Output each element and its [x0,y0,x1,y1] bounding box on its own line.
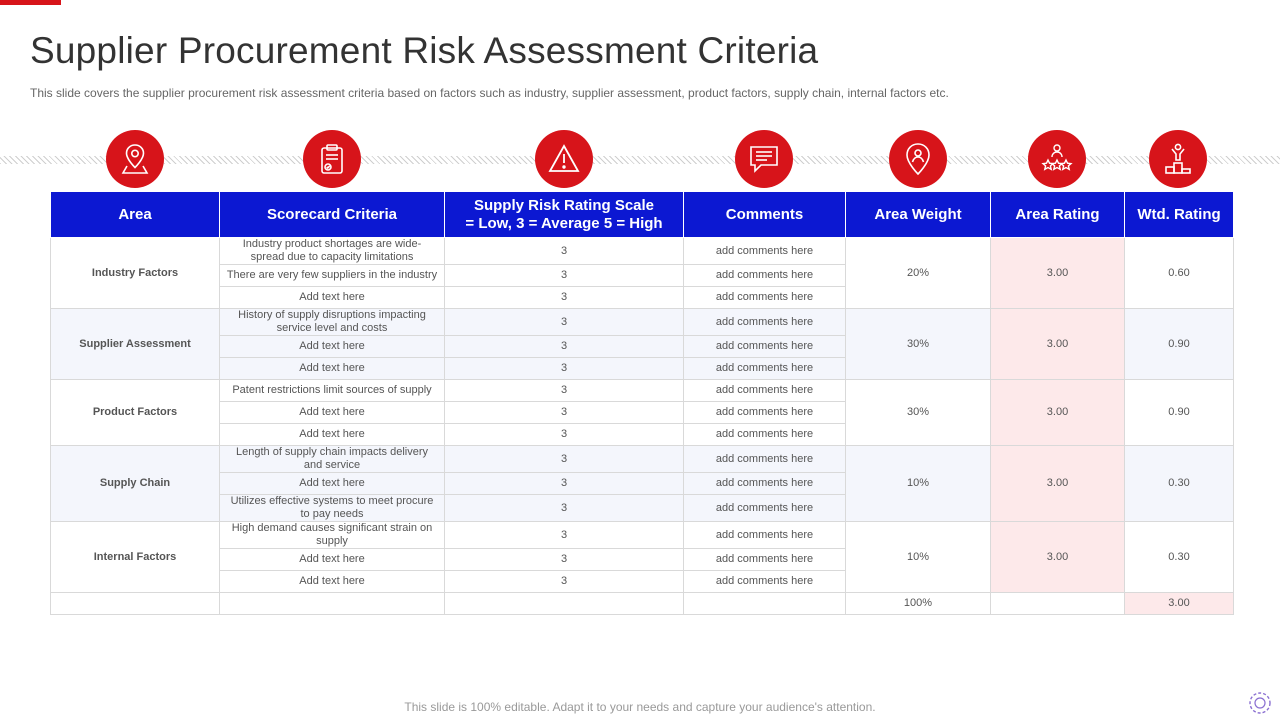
table-row [51,446,1234,473]
accent-bar [0,0,61,5]
warning-icon [535,130,593,188]
scale-cell[interactable]: 3 [445,402,684,424]
criteria-cell[interactable]: Length of supply chain impacts delivery and service [220,446,445,473]
wtd-cell: 0.90 [1125,309,1234,380]
scale-cell[interactable]: 3 [445,424,684,446]
criteria-cell[interactable]: Add text here [220,424,445,446]
table-row [51,380,1234,402]
comment-cell[interactable]: add comments here [684,309,846,336]
scale-cell[interactable]: 3 [445,287,684,309]
comment-cell[interactable]: add comments here [684,265,846,287]
header-area: Area [51,192,220,238]
criteria-cell[interactable]: History of supply disruptions impacting service level and costs [220,309,445,336]
total-empty-cell [51,593,220,615]
header-criteria: Scorecard Criteria [220,192,445,238]
risk-assessment-table [50,191,1234,615]
page-subtitle: This slide covers the supplier procurement risk assessment criteria based on factors such as industry, supplier assessment, product factors, supply chain, internal factors etc. [30,86,949,100]
wtd-cell: 0.30 [1125,446,1234,522]
map-pin-icon [106,130,164,188]
header-weight: Area Weight [846,192,991,238]
area-cell: Supplier Assessment [51,309,220,380]
scale-cell[interactable]: 3 [445,495,684,522]
clipboard-icon [303,130,361,188]
scale-cell[interactable]: 3 [445,336,684,358]
total-empty-cell [684,593,846,615]
weight-cell: 30% [846,309,991,380]
rating-cell: 3.00 [991,446,1125,522]
rating-cell: 3.00 [991,309,1125,380]
total-empty-cell [991,593,1125,615]
criteria-cell[interactable]: Add text here [220,287,445,309]
comment-cell[interactable]: add comments here [684,549,846,571]
scale-cell[interactable]: 3 [445,549,684,571]
table-row [51,238,1234,265]
criteria-cell[interactable]: Add text here [220,336,445,358]
header-rating: Area Rating [991,192,1125,238]
scale-cell[interactable]: 3 [445,265,684,287]
area-cell: Product Factors [51,380,220,446]
comment-cell[interactable]: add comments here [684,424,846,446]
table-row [51,522,1234,549]
header-scale [445,192,684,238]
wtd-cell: 0.90 [1125,380,1234,446]
header-wtd: Wtd. Rating [1125,192,1234,238]
comment-cell[interactable]: add comments here [684,336,846,358]
table-row [51,309,1234,336]
comment-icon [735,130,793,188]
total-row [51,593,1234,615]
criteria-cell[interactable]: Add text here [220,549,445,571]
scale-cell[interactable]: 3 [445,522,684,549]
total-weight-cell: 100% [846,593,991,615]
comment-cell[interactable]: add comments here [684,238,846,265]
rating-cell: 3.00 [991,522,1125,593]
comment-cell[interactable]: add comments here [684,446,846,473]
wtd-cell: 0.60 [1125,238,1234,309]
scale-cell[interactable]: 3 [445,380,684,402]
comment-cell[interactable]: add comments here [684,571,846,593]
scale-cell[interactable]: 3 [445,446,684,473]
criteria-cell[interactable]: High demand causes significant strain on supply [220,522,445,549]
header-scale-line2: = Low, 3 = Average 5 = High [465,214,663,232]
person-pin-icon [889,130,947,188]
weight-cell: 10% [846,446,991,522]
criteria-cell[interactable]: Add text here [220,358,445,380]
comment-cell[interactable]: add comments here [684,402,846,424]
criteria-cell[interactable]: Add text here [220,473,445,495]
rating-cell: 3.00 [991,380,1125,446]
criteria-cell[interactable]: Industry product shortages are wide-spread due to capacity limitations [220,238,445,265]
area-cell: Supply Chain [51,446,220,522]
decorative-hatch-band [0,156,1280,164]
table-header-row [51,192,1234,238]
podium-icon [1149,130,1207,188]
header-scale-line1: Supply Risk Rating Scale [473,196,655,214]
total-empty-cell [445,593,684,615]
comment-cell[interactable]: add comments here [684,495,846,522]
team-stars-icon [1028,130,1086,188]
comment-cell[interactable]: add comments here [684,380,846,402]
area-cell: Internal Factors [51,522,220,593]
criteria-cell[interactable]: Add text here [220,402,445,424]
scale-cell[interactable]: 3 [445,571,684,593]
criteria-cell[interactable]: Utilizes effective systems to meet procure to pay needs [220,495,445,522]
criteria-cell[interactable]: Add text here [220,571,445,593]
scale-cell[interactable]: 3 [445,238,684,265]
gear-logo-icon [1246,689,1274,717]
wtd-cell: 0.30 [1125,522,1234,593]
comment-cell[interactable]: add comments here [684,287,846,309]
footer-note: This slide is 100% editable. Adapt it to your needs and capture your audience's attention. [404,700,876,714]
header-comments: Comments [684,192,846,238]
total-empty-cell [220,593,445,615]
area-cell: Industry Factors [51,238,220,309]
rating-cell: 3.00 [991,238,1125,309]
criteria-cell[interactable]: There are very few suppliers in the industry [220,265,445,287]
page-title: Supplier Procurement Risk Assessment Criteria [30,30,819,71]
scale-cell[interactable]: 3 [445,358,684,380]
comment-cell[interactable]: add comments here [684,358,846,380]
criteria-cell[interactable]: Patent restrictions limit sources of supply [220,380,445,402]
weight-cell: 30% [846,380,991,446]
scale-cell[interactable]: 3 [445,473,684,495]
scale-cell[interactable]: 3 [445,309,684,336]
comment-cell[interactable]: add comments here [684,473,846,495]
weight-cell: 10% [846,522,991,593]
total-wtd-cell: 3.00 [1125,593,1234,615]
weight-cell: 20% [846,238,991,309]
comment-cell[interactable]: add comments here [684,522,846,549]
